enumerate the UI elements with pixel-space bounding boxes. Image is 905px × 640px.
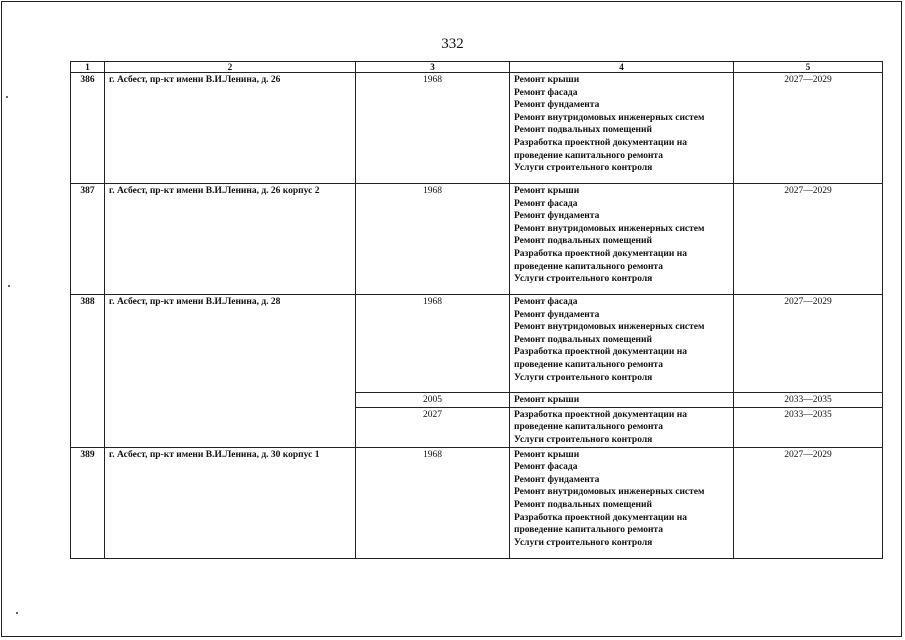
work-item: Услуги строительного контроля <box>514 274 653 285</box>
work-item: Разработка проектной документации на <box>514 512 687 523</box>
table-row <box>71 447 883 558</box>
work-item: проведение капитального ремонта <box>514 150 663 161</box>
table-row <box>71 295 883 393</box>
year-cell: 1968 <box>356 295 510 393</box>
work-item: Разработка проектной документации на <box>514 248 687 259</box>
work-item: Ремонт крыши <box>514 449 580 460</box>
work-item: Ремонт крыши <box>514 395 580 405</box>
works-cell <box>510 73 734 184</box>
header-cell-1: 1 <box>71 62 105 73</box>
work-item: Услуги строительного контроля <box>514 163 653 174</box>
works-cell <box>510 393 734 408</box>
work-item: Ремонт фундамента <box>514 100 600 111</box>
work-item: Ремонт внутридомовых инженерных систем <box>514 223 705 234</box>
work-item: Разработка проектной документации на <box>514 137 687 148</box>
address-cell: г. Асбест, пр-кт имени В.И.Ленина, д. 30 корпус 1 <box>105 447 356 558</box>
year-cell: 2027 <box>356 407 510 447</box>
period-cell: 2033—2035 <box>734 407 883 447</box>
work-item: Ремонт подвальных помещений <box>514 334 652 345</box>
table-row <box>71 73 883 184</box>
table-row <box>71 184 883 295</box>
work-item: Ремонт крыши <box>514 75 580 85</box>
header-cell-4: 4 <box>510 62 734 73</box>
work-item: Услуги строительного контроля <box>514 537 653 548</box>
year-cell: 1968 <box>356 447 510 558</box>
period-cell: 2033—2035 <box>734 393 883 408</box>
work-item: Ремонт внутридомовых инженерных систем <box>514 322 705 333</box>
works-cell <box>510 184 734 295</box>
work-item: Ремонт крыши <box>514 186 580 196</box>
scan-speck <box>16 612 18 614</box>
repair-schedule-table <box>70 61 883 559</box>
work-item: проведение капитального ремонта <box>514 359 663 370</box>
work-item: проведение капитального ремонта <box>514 525 663 536</box>
header-cell-2: 2 <box>105 62 356 73</box>
work-item: Ремонт внутридомовых инженерных систем <box>514 487 705 498</box>
work-item: Ремонт подвальных помещений <box>514 125 652 136</box>
page-number: 332 <box>441 36 464 52</box>
table-header-row <box>71 62 883 73</box>
year-cell: 1968 <box>356 184 510 295</box>
header-cell-5: 5 <box>734 62 883 73</box>
work-item: проведение капитального ремонта <box>514 261 663 272</box>
period-cell: 2027—2029 <box>734 73 883 184</box>
scan-speck <box>8 285 10 287</box>
period-cell: 2027—2029 <box>734 295 883 393</box>
works-cell <box>510 447 734 558</box>
works-cell <box>510 295 734 393</box>
work-item: Ремонт подвальных помещений <box>514 499 652 510</box>
period-cell: 2027—2029 <box>734 447 883 558</box>
work-item: Ремонт фасада <box>514 462 578 473</box>
header-cell-3: 3 <box>356 62 510 73</box>
scan-speck <box>6 96 8 98</box>
work-item: Ремонт фундамента <box>514 474 600 485</box>
period-cell: 2027—2029 <box>734 184 883 295</box>
work-item: Ремонт фундамента <box>514 211 600 222</box>
address-cell: г. Асбест, пр-кт имени В.И.Ленина, д. 28 <box>105 295 356 448</box>
year-cell: 2005 <box>356 393 510 408</box>
work-item: Разработка проектной документации на <box>514 347 687 358</box>
work-item: проведение капитального ремонта <box>514 422 663 433</box>
work-item: Ремонт фасада <box>514 297 578 307</box>
work-item: Ремонт фундамента <box>514 309 600 320</box>
address-cell: г. Асбест, пр-кт имени В.И.Ленина, д. 26 <box>105 73 356 184</box>
table-body <box>71 62 883 559</box>
work-item: Услуги строительного контроля <box>514 434 653 445</box>
row-number: 387 <box>71 184 105 295</box>
year-cell: 1968 <box>356 73 510 184</box>
work-item: Ремонт подвальных помещений <box>514 236 652 247</box>
work-item: Ремонт фасада <box>514 198 578 209</box>
row-number: 388 <box>71 295 105 448</box>
work-item: Услуги строительного контроля <box>514 372 653 383</box>
works-cell <box>510 407 734 447</box>
work-item: Ремонт внутридомовых инженерных систем <box>514 112 705 123</box>
row-number: 389 <box>71 447 105 558</box>
work-item: Разработка проектной документации на <box>514 409 687 420</box>
work-item: Ремонт фасада <box>514 87 578 98</box>
address-cell: г. Асбест, пр-кт имени В.И.Ленина, д. 26 корпус 2 <box>105 184 356 295</box>
row-number: 386 <box>71 73 105 184</box>
